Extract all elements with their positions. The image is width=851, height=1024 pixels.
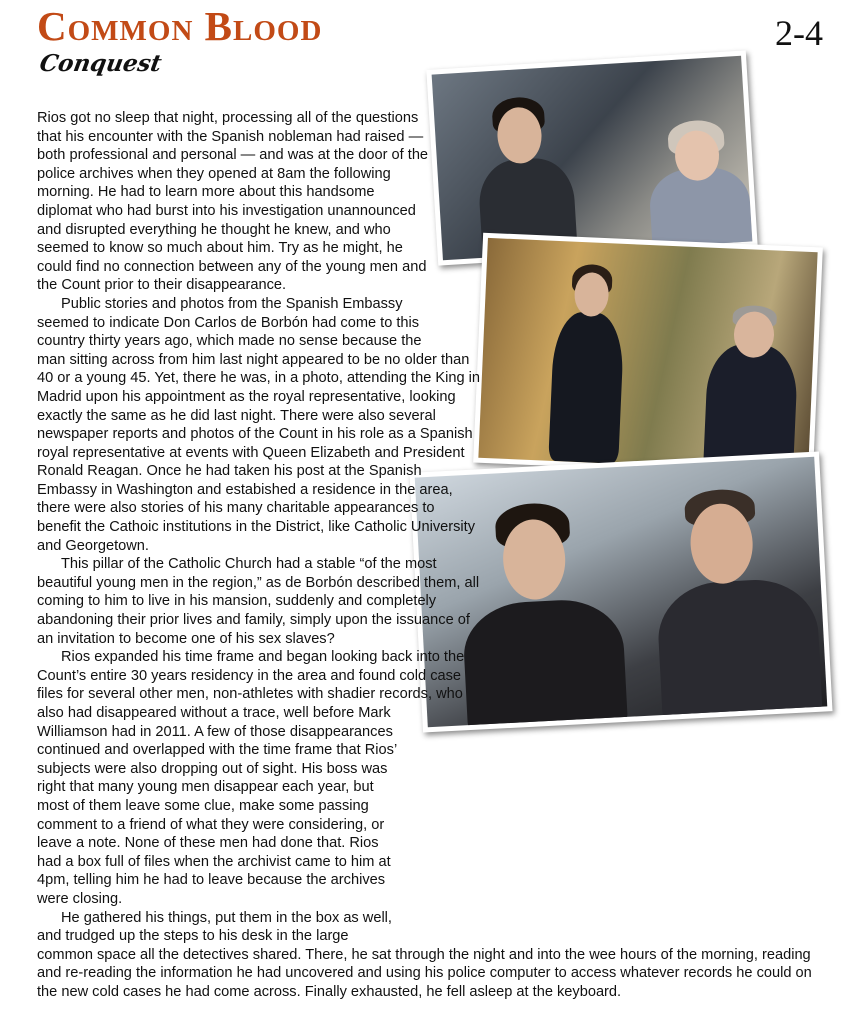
paragraph: This pillar of the Catholic Church had a stable “of the most beautiful young men in the region,” as de Borbón described them, all coming to him to live in his mansion, suddenly and completely abandoning their prior lives and family, simply upon the issuance of an invitation to become one of his sex slaves?: [37, 556, 480, 647]
paragraph: Rios got no sleep that night, processing all of the questions that his encounter with the Spanish nobleman had raised — both professional and personal — and was at the door of the police archives when they opened at 8am the following morning. He had to learn more about this handsome diplomat who had burst into his investigation unannounced and disrupted everything he thought he knew, and who seemed to know so much about him. Try as he might, he could find no connection between any of the young men and the Count prior to their disappearance.: [37, 110, 429, 294]
paragraph: He gathered his things, put them in the box as well, and trudged up the steps to his desk in the large common space all the detectives shared. There, he sat through the night and into the wee hours of the morning, reading and re-reading the information he had uncovered and using his police computer to access whatever records he could on the new cold cases he had come across. Finally exhausted, he fell asleep at the keyboard.: [37, 909, 812, 1000]
story-text: [37, 109, 823, 1002]
page-number: 2-4: [775, 13, 823, 53]
chapter-title: Common Blood: [37, 3, 323, 49]
paragraph: Rios expanded his time frame and began looking back into the Count’s entire 30 years residency in the area and found cold case files for several other men, non-athletes with shadier records, who also had disappeared without a trace, well before Mark Williamson had in 2011. A few of those disappearances continued and overlapped with the time frame that Rios’ subjects were also dropping out of sight. His boss was right that many young men disappear each year, but most of them leave some clue, make some passing comment to a friend of what they were considering, or leave a note. None of these men had done that. Rios had a box full of files when the archivist came to him at 4pm, telling him he had to leave because the archives were closing.: [37, 649, 465, 907]
paragraph: Public stories and photos from the Spanish Embassy seemed to indicate Don Carlos de Borbón had come to this country thirty years ago, which made no sense because the man sitting across from him last night appeared to be no older than 40 or a young 45. Yet, there he was, in a photo, attending the King in Madrid upon his appointment as the royal representative, looking exactly the same as he did last night. There were also several newspaper reports and photos of the Count in his role as a Spanish royal representative at events with Queen Elizabeth and President Ronald Reagan. Once he had taken his post at the Spanish Embassy in Washington and estabished a residence in the area, there were also stories of his many charitable appearances to benefit the Cathoic institutions in the District, like Catholic University and Georgetown.: [37, 295, 481, 554]
chapter-subtitle: Conquest: [37, 50, 164, 77]
